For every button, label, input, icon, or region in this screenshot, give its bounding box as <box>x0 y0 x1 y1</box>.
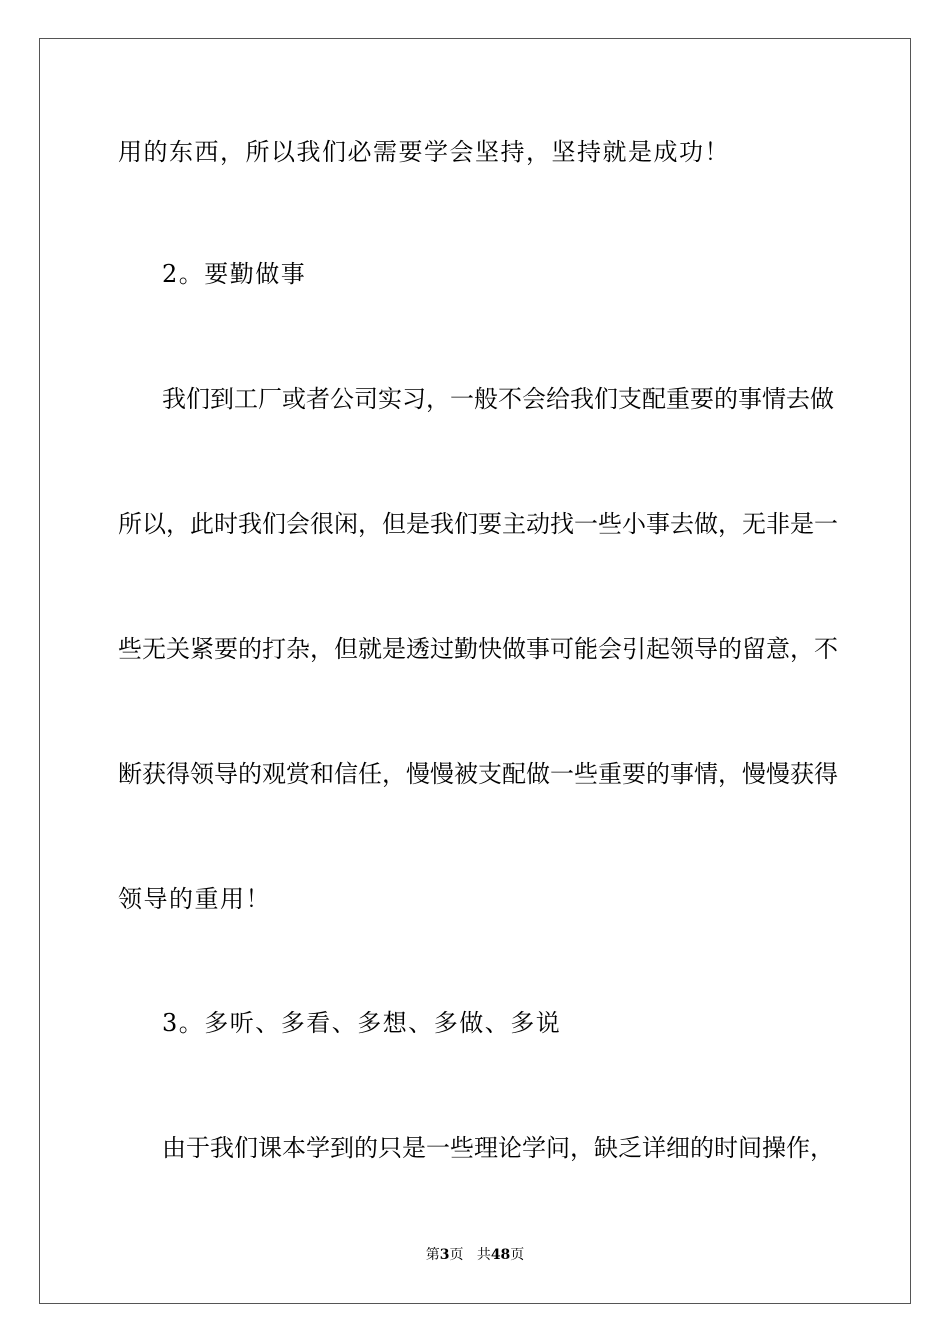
body-line: 断获得领导的观赏和信任，慢慢被支配做一些重要的事情，慢慢获得 <box>118 760 838 788</box>
body-line: 些无关紧要的打杂，但就是透过勤快做事可能会引起领导的留意，不 <box>118 635 838 663</box>
footer-page-prefix: 第 <box>425 1247 440 1263</box>
section-heading: 2。要勤做事 <box>162 260 307 288</box>
page-frame <box>39 38 911 1304</box>
footer-page-number: 3 <box>439 1247 450 1263</box>
body-line: 我们到工厂或者公司实习，一般不会给我们支配重要的事情去做 <box>162 385 834 413</box>
body-line: 用的东西，所以我们必需要学会坚持，坚持就是成功！ <box>118 138 730 166</box>
footer-total-suffix: 页 <box>510 1247 525 1263</box>
body-line: 领导的重用！ <box>118 885 271 913</box>
body-line: 所以，此时我们会很闲，但是我们要主动找一些小事去做，无非是一 <box>118 510 838 538</box>
body-line: 由于我们课本学到的只是一些理论学问，缺乏详细的时间操作， <box>162 1134 834 1162</box>
footer-page-suffix: 页 <box>449 1247 464 1263</box>
section-heading: 3。多听、多看、多想、多做、多说 <box>162 1009 562 1037</box>
footer-total-pages: 48 <box>490 1247 511 1263</box>
footer-total-prefix: 共 <box>476 1247 491 1263</box>
page-footer <box>0 1246 950 1264</box>
